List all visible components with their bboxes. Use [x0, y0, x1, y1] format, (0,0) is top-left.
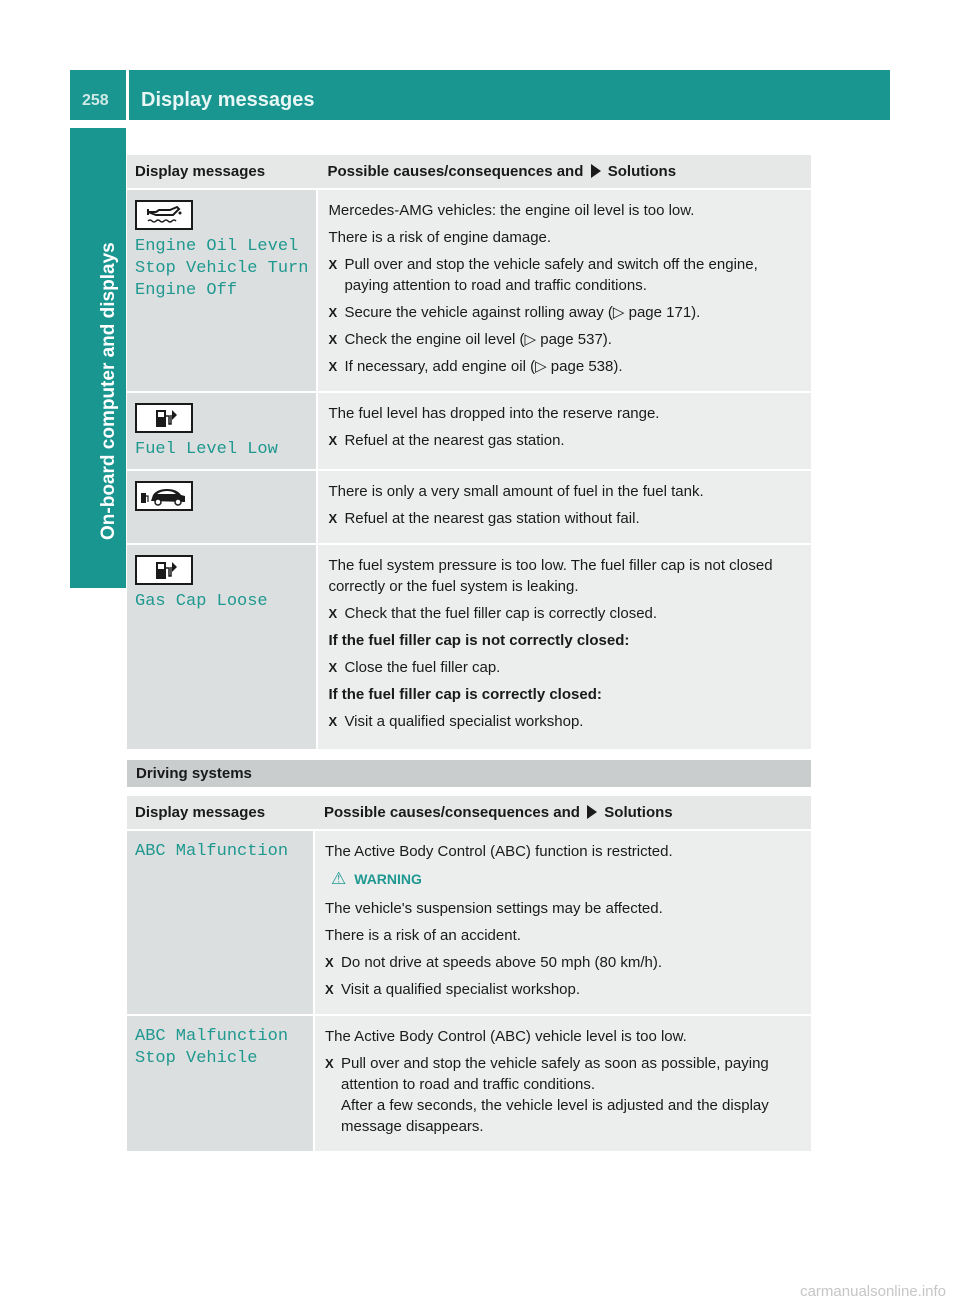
- step-arrow-icon: X: [328, 433, 338, 448]
- side-tab-label: On-board computer and displays: [98, 242, 119, 540]
- display-message-text: Gas Cap Loose: [135, 592, 268, 611]
- display-message-text: ABC Malfunction: [135, 842, 289, 861]
- table-row: [127, 1015, 811, 1152]
- description-text: There is a risk of engine damage.: [328, 229, 552, 246]
- step-arrow-icon: X: [328, 660, 338, 675]
- description-text: The Active Body Control (ABC) vehicle level is too low.: [325, 1028, 687, 1045]
- instruction-step: X Refuel at the nearest gas station without fail.: [328, 510, 640, 527]
- step-arrow-icon: X: [328, 332, 338, 347]
- instruction-step: X Secure the vehicle against rolling away (▷ page 171).: [328, 304, 701, 321]
- instruction-step: X Pull over and stop the vehicle safely as soon as possible, paying attention to road and traffic conditions. After a few seconds, the vehicle level is adjusted and the display message disappears.: [325, 1055, 769, 1135]
- instruction-step: X Do not drive at speeds above 50 mph (80 km/h).: [325, 954, 663, 971]
- step-arrow-icon: X: [325, 955, 334, 970]
- instruction-step: X Check that the fuel filler cap is correctly closed.: [328, 605, 658, 622]
- condition-heading: If the fuel filler cap is correctly closed:: [328, 686, 602, 703]
- message-cell: [127, 392, 317, 470]
- display-message-text: Fuel Level Low: [135, 440, 278, 459]
- step-arrow-icon: X: [328, 606, 338, 621]
- step-arrow-icon: X: [328, 359, 338, 374]
- col-header-display-messages: Display messages: [127, 796, 314, 830]
- condition-heading: If the fuel filler cap is not correctly closed:: [328, 632, 630, 649]
- warning-label: ⚠ WARNING: [331, 869, 422, 888]
- section-heading: Driving systems: [127, 760, 811, 787]
- header-divider: [126, 70, 129, 120]
- step-arrow-icon: X: [325, 982, 334, 997]
- instruction-step: X Pull over and stop the vehicle safely and switch off the engine, paying attention to road and traffic conditions.: [328, 256, 758, 294]
- description-cell: [314, 1015, 811, 1152]
- table-header-row: [127, 796, 811, 830]
- description-text: The fuel system pressure is too low. The fuel filler cap is not closed correctly or the fuel system is leaking.: [328, 557, 773, 595]
- driving-systems-table: [127, 796, 811, 1153]
- step-arrow-icon: X: [328, 511, 338, 526]
- instruction-step: X If necessary, add engine oil (▷ page 538).: [328, 358, 623, 375]
- description-cell: [314, 830, 811, 1015]
- fuel-pump-icon: [135, 555, 193, 585]
- instruction-step: X Refuel at the nearest gas station.: [328, 432, 565, 449]
- col-header-display-messages: Display messages: [127, 155, 317, 189]
- instruction-step: X Visit a qualified specialist workshop.: [328, 713, 584, 730]
- instruction-step: X Close the fuel filler cap.: [328, 659, 501, 676]
- play-arrow-icon: [591, 164, 601, 178]
- description-text: The fuel level has dropped into the reserve range.: [328, 405, 660, 422]
- watermark: carmanualsonline.info: [800, 1283, 946, 1300]
- message-cell: [127, 544, 317, 750]
- message-cell: [127, 470, 317, 544]
- play-arrow-icon: [587, 805, 597, 819]
- page-number: 258: [82, 92, 109, 109]
- table-row: [127, 544, 811, 750]
- table-row: [127, 189, 811, 392]
- display-message-text: Engine Oil Level Stop Vehicle Turn Engine Off: [135, 237, 309, 300]
- message-cell: [127, 1015, 314, 1152]
- description-text: The Active Body Control (ABC) function is restricted.: [325, 843, 673, 860]
- description-text: The vehicle's suspension settings may be affected.: [325, 900, 663, 917]
- instruction-step: X Visit a qualified specialist workshop.: [325, 981, 581, 998]
- description-text: Mercedes-AMG vehicles: the engine oil level is too low.: [328, 202, 695, 219]
- display-messages-table: [127, 155, 811, 751]
- table-row: [127, 830, 811, 1015]
- message-cell: [127, 830, 314, 1015]
- description-text: There is a risk of an accident.: [325, 927, 521, 944]
- description-cell: [317, 544, 811, 750]
- description-cell: [317, 392, 811, 470]
- table-row: [127, 392, 811, 470]
- fuel-car-icon: [135, 481, 193, 511]
- col-header-causes: Possible causes/consequences and Solutions: [317, 155, 811, 189]
- engine-oil-icon: [135, 200, 193, 230]
- description-text: There is only a very small amount of fuel in the fuel tank.: [328, 483, 704, 500]
- message-cell: [127, 189, 317, 392]
- table-header-row: [127, 155, 811, 189]
- fuel-pump-icon: [135, 403, 193, 433]
- step-arrow-icon: X: [328, 257, 338, 272]
- description-cell: [317, 470, 811, 544]
- instruction-step: X Check the engine oil level (▷ page 537).: [328, 331, 612, 348]
- display-message-text: ABC Malfunction Stop Vehicle: [135, 1027, 289, 1068]
- page-title: Display messages: [141, 89, 315, 111]
- step-arrow-icon: X: [328, 305, 338, 320]
- warning-triangle-icon: ⚠: [331, 869, 347, 888]
- description-cell: [317, 189, 811, 392]
- step-arrow-icon: X: [328, 714, 338, 729]
- step-arrow-icon: X: [325, 1056, 334, 1071]
- col-header-causes: Possible causes/consequences and Solutions: [314, 796, 811, 830]
- table-row: [127, 470, 811, 544]
